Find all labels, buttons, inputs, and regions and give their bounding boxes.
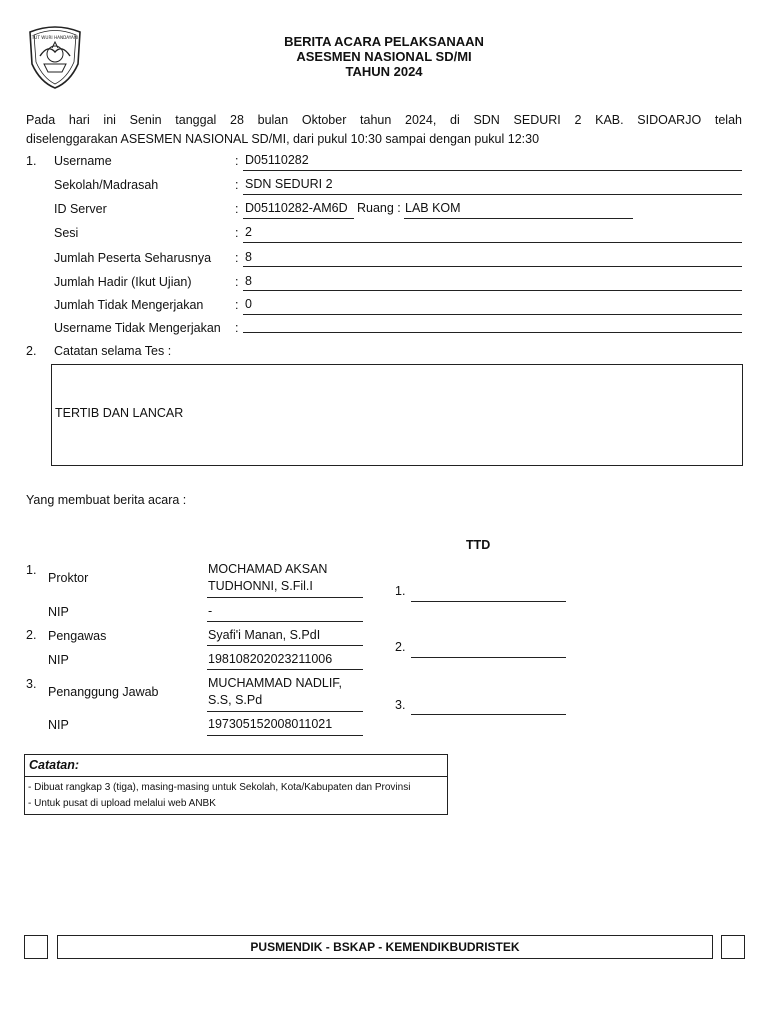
catatan-title: Catatan: <box>25 755 447 777</box>
intro-line-2: diselenggarakan ASESMEN NASIONAL SD/MI, dari pukul 10:30 sampai dengan pukul 12:30 <box>26 132 540 146</box>
signature-2-number: 2. <box>395 640 406 654</box>
field-label-school: Sekolah/Madrasah <box>54 178 159 192</box>
intro-line-1: Pada hari ini Senin tanggal 28 bulan Oktober tahun 2024, di SDN SEDURI 2 KAB. SIDOARJO telah <box>26 113 742 127</box>
signer-3-name-line-2: S.S, S.Pd <box>208 693 263 707</box>
ttd-label: TTD <box>466 538 491 552</box>
signer-2-role: Pengawas <box>48 629 107 643</box>
field-colon: : <box>235 202 239 216</box>
field-colon: : <box>235 226 239 240</box>
field-label-expected-participants: Jumlah Peserta Seharusnya <box>54 251 212 265</box>
ruang-value: LAB KOM <box>405 201 461 215</box>
field-colon: : <box>235 178 239 192</box>
field-underline <box>243 290 742 291</box>
signer-1-number: 1. <box>26 563 37 577</box>
field-underline <box>243 314 742 315</box>
field-underline <box>404 218 633 219</box>
signer-name-underline <box>207 711 363 712</box>
field-value-not-working: 0 <box>245 297 252 311</box>
signer-3-role: Penanggung Jawab <box>48 685 159 699</box>
field-value-username: D05110282 <box>245 153 309 167</box>
signer-1-nip: - <box>208 604 213 618</box>
signer-2-number: 2. <box>26 628 37 642</box>
ruang-label: Ruang : <box>357 201 401 215</box>
signer-name-underline <box>207 645 363 646</box>
signature-1-number: 1. <box>395 584 406 598</box>
field-value-id-server: D05110282-AM6D <box>245 201 348 215</box>
field-colon: : <box>235 251 239 265</box>
field-value-school: SDN SEDURI 2 <box>245 177 333 191</box>
signer-3-nip-label: NIP <box>48 718 69 732</box>
title-line-3: TAHUN 2024 <box>345 64 423 79</box>
field-label-id-server: ID Server <box>54 202 107 216</box>
notes-label: Catatan selama Tes : <box>54 344 172 358</box>
field-underline <box>243 170 742 171</box>
field-label-session: Sesi <box>54 226 79 240</box>
field-label-present: Jumlah Hadir (Ikut Ujian) <box>54 275 192 289</box>
signer-nip-underline <box>207 735 363 736</box>
signature-1-line <box>411 601 566 602</box>
signer-1-name-line-2: TUDHONNI, S.Fil.I <box>208 579 313 593</box>
signer-1-nip-label: NIP <box>48 605 69 619</box>
field-value-present: 8 <box>245 274 252 288</box>
notes-text: TERTIB DAN LANCAR <box>55 406 184 420</box>
signer-name-underline <box>207 597 363 598</box>
signer-nip-underline <box>207 669 363 670</box>
signer-3-number: 3. <box>26 677 37 691</box>
field-label-not-working: Jumlah Tidak Mengerjakan <box>54 298 204 312</box>
footer-text: PUSMENDIK - BSKAP - KEMENDIKBUDRISTEK <box>57 935 713 959</box>
signer-2-nip: 198108202023211006 <box>208 652 333 666</box>
field-colon: : <box>235 275 239 289</box>
intro-paragraph <box>26 111 742 149</box>
footer-left-box <box>24 935 48 959</box>
catatan-box <box>24 754 448 815</box>
signer-1-name-line-1: MOCHAMAD AKSAN <box>208 562 328 576</box>
field-underline <box>243 266 742 267</box>
document-title <box>0 34 768 79</box>
logo-text: TUT WURI HANDAYANI <box>31 35 79 40</box>
field-underline <box>243 242 742 243</box>
section-1-number: 1. <box>26 154 37 168</box>
signature-2-line <box>411 657 566 658</box>
catatan-line-1: - Dibuat rangkap 3 (tiga), masing-masing untuk Sekolah, Kota/Kabupaten dan Provinsi <box>28 782 411 793</box>
field-colon: : <box>235 321 239 335</box>
section-2-number: 2. <box>26 344 37 358</box>
signer-3-name-line-1: MUCHAMMAD NADLIF, <box>208 676 343 690</box>
signer-2-name-line-1: Syafi'i Manan, S.PdI <box>208 628 321 642</box>
field-value-session: 2 <box>245 225 252 239</box>
field-underline <box>243 218 354 219</box>
field-underline <box>243 332 742 333</box>
title-line-2: ASESMEN NASIONAL SD/MI <box>296 49 472 64</box>
signer-1-role: Proktor <box>48 571 89 585</box>
title-line-1: BERITA ACARA PELAKSANAAN <box>284 34 484 49</box>
field-label-username: Username <box>54 154 112 168</box>
field-colon: : <box>235 298 239 312</box>
field-label-usernames-not-working: Username Tidak Mengerjakan <box>54 321 221 335</box>
field-colon: : <box>235 154 239 168</box>
maker-label: Yang membuat berita acara : <box>26 493 187 507</box>
catatan-line-2: - Untuk pusat di upload melalui web ANBK <box>28 798 216 809</box>
signature-3-number: 3. <box>395 698 406 712</box>
signer-2-nip-label: NIP <box>48 653 69 667</box>
signer-nip-underline <box>207 621 363 622</box>
signature-3-line <box>411 714 566 715</box>
footer-right-box <box>721 935 745 959</box>
field-value-expected-participants: 8 <box>245 250 252 264</box>
signer-3-nip: 197305152008011021 <box>208 717 333 731</box>
field-underline <box>243 194 742 195</box>
